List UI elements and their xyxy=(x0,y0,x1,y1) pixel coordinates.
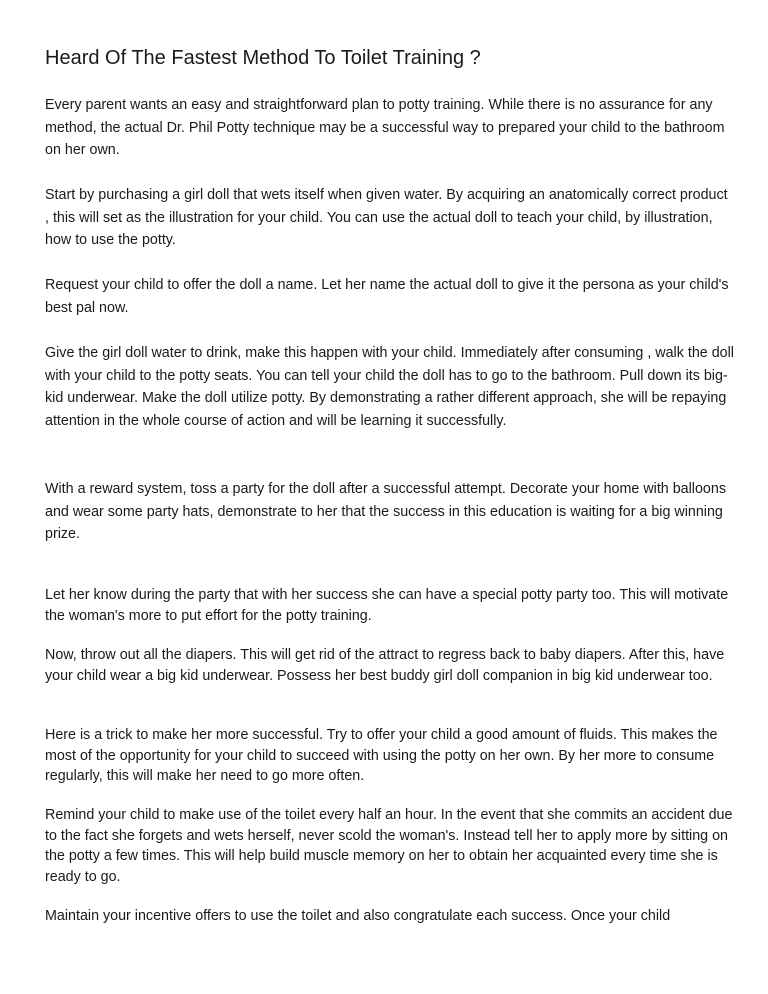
paragraph-reward-system: With a reward system, toss a party for the doll after a successful attempt. Decorate your home with balloons and wear some party hats, demonstrate to her that the success in this education is waiting for a big winning prize. xyxy=(45,481,726,543)
document-title: Heard Of The Fastest Method To Toilet Training ? xyxy=(45,47,481,69)
paragraph-doll-name: Request your child to offer the doll a name. Let her name the actual doll to give it the persona as your child's best pal now. xyxy=(45,277,729,316)
paragraph-incentive: Maintain your incentive offers to use the toilet and also congratulate each success. Once your child xyxy=(45,908,671,924)
paragraph-reminder: Remind your child to make use of the toilet every half an hour. In the event that she commits an accident due to the fact she forgets and wets herself, never scold the woman's. Instead tell her to apply more by sitting on the potty a few times. This will help build muscle memory on her to obtain her acquainted every time she is ready to go. xyxy=(45,807,733,885)
paragraph-potty-party: Let her know during the party that with her success she can have a special potty party too. This will motivate the woman's more to put effort for the potty training. xyxy=(45,587,729,624)
paragraph-diapers: Now, throw out all the diapers. This will get rid of the attract to regress back to baby diapers. After this, have your child wear a big kid underwear. Possess her best buddy girl doll companion in big kid underwear too. xyxy=(45,647,725,684)
paragraph-fluids: Here is a trick to make her more successful. Try to offer your child a good amount of fluids. This makes the most of the opportunity for your child to succeed with using the potty on her own. By her more to consume regularly, this will make her need to go more often. xyxy=(45,727,718,784)
paragraph-doll-water: Give the girl doll water to drink, make this happen with your child. Immediately after consuming , walk the doll with your child to the potty seats. You can tell your child the doll has to go to the bathroom. Pull down its big-kid underwear. Make the doll utilize potty. By demonstrating a rather different approach, she will be repaying attention in the whole course of action and will be learning it successfully. xyxy=(45,345,734,430)
paragraph-doll-purchase: Start by purchasing a girl doll that wets itself when given water. By acquiring an anatomically correct product , this will set as the illustration for your child. You can use the actual doll to teach your child, by illustration, how to use the potty. xyxy=(45,187,728,249)
paragraph-intro: Every parent wants an easy and straightforward plan to potty training. While there is no assurance for any method, the actual Dr. Phil Potty technique may be a successful way to prepared your child to the bathroom on her own. xyxy=(45,97,725,159)
